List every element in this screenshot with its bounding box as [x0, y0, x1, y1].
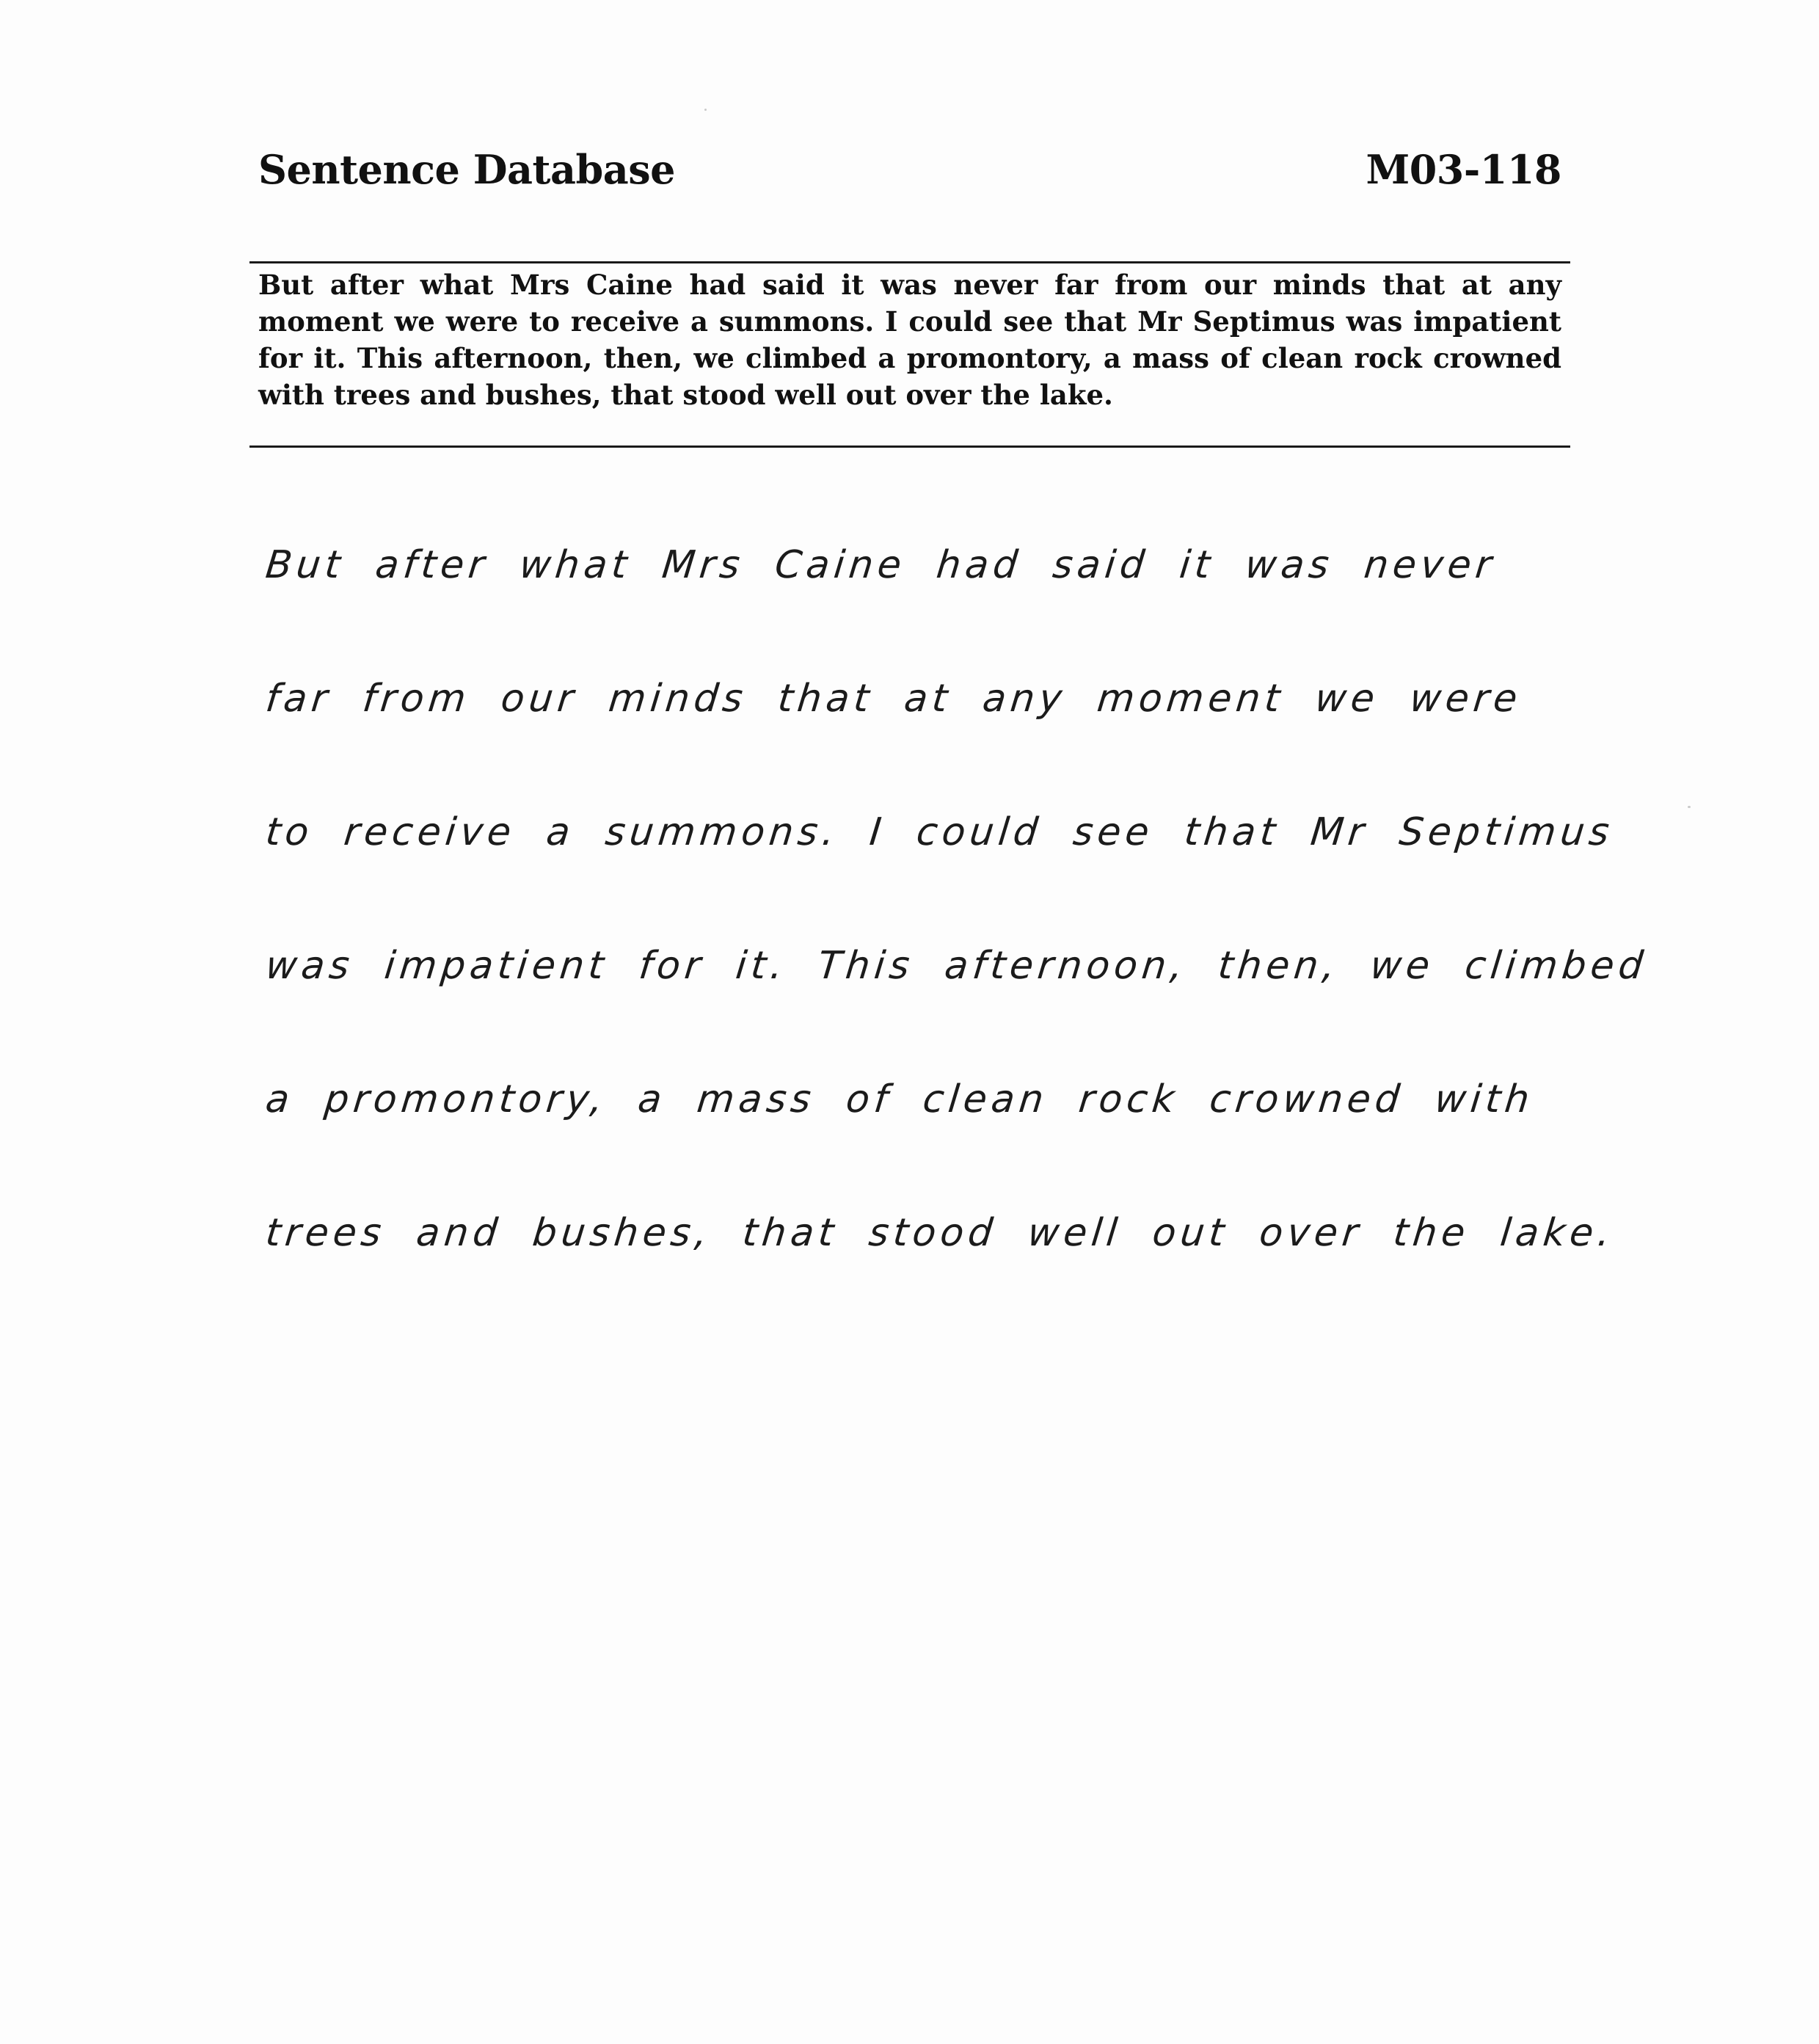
page-title: Sentence Database: [258, 146, 675, 193]
top-divider: [249, 261, 1570, 263]
printed-line: with trees and bushes, that stood well out over the lake.: [258, 379, 1113, 411]
scan-speck: [1688, 806, 1691, 808]
handwritten-line: far from our minds that at any moment we were: [263, 677, 1524, 721]
printed-line: for it. This afternoon, then, we climbed a promontory, a mass of clean rock crowned: [258, 342, 1561, 374]
form-header: [258, 144, 1561, 203]
handwritten-line: But after what Mrs Caine had said it was never: [263, 543, 1498, 587]
printed-line: moment we were to receive a summons. I could see that Mr Septimus was impatient: [258, 305, 1561, 338]
scan-speck: [704, 109, 707, 111]
handwritten-block: [263, 528, 1657, 1330]
handwritten-line: was impatient for it. This afternoon, then, we climbed: [263, 944, 1650, 988]
handwritten-line: trees and bushes, that stood well out over the lake.: [263, 1211, 1617, 1255]
printed-line: But after what Mrs Caine had said it was never far from our minds that at any: [258, 269, 1561, 301]
bottom-divider: [249, 445, 1570, 448]
handwritten-line: a promontory, a mass of clean rock crowned with: [263, 1077, 1537, 1121]
printed-sentence-block: [258, 266, 1561, 413]
form-id: M03-118: [1366, 146, 1561, 193]
handwritten-line: to receive a summons. I could see that Mr Septimus: [263, 810, 1616, 854]
